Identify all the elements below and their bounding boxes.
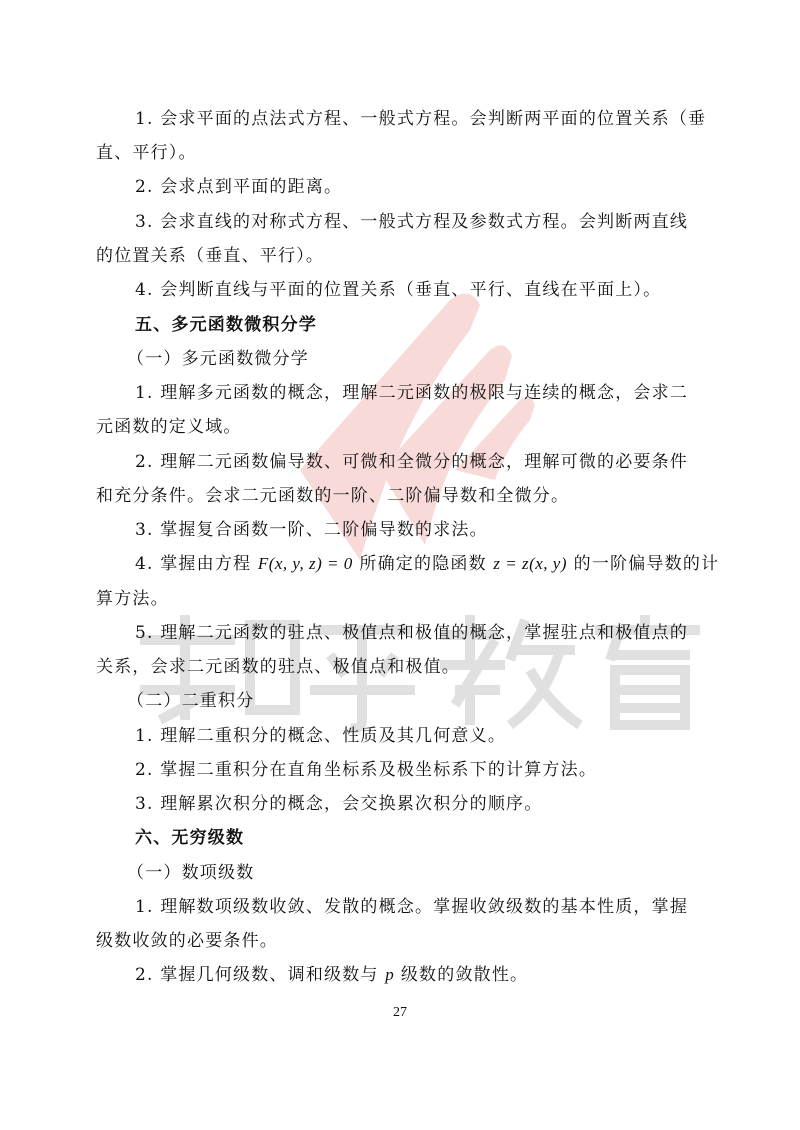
text-line: 2. 理解二元函数偏导数、可微和全微分的概念，理解可微的必要条件 bbox=[135, 452, 689, 472]
text-line: 1. 理解二重积分的概念、性质及其几何意义。 bbox=[135, 726, 507, 746]
text-segment: 所确定的隐函数 bbox=[352, 554, 494, 574]
text-line: 关系，会求二元函数的驻点、极值点和极值。 bbox=[96, 657, 460, 677]
text-line: 4. 会判断直线与平面的位置关系（垂直、平行、直线在平面上）。 bbox=[135, 280, 662, 300]
text-line: 3. 理解累次积分的概念，会交换累次积分的顺序。 bbox=[135, 794, 543, 814]
text-segment: 的一阶偏导数的计 bbox=[567, 554, 720, 574]
text-line: 1. 理解数项级数收敛、发散的概念。掌握收敛级数的基本性质，掌握 bbox=[135, 897, 689, 917]
section-heading: 六、无穷级数 bbox=[135, 828, 245, 848]
text-line: 算方法。 bbox=[96, 589, 169, 609]
text-segment: 4. 掌握由方程 bbox=[135, 554, 258, 574]
text-line-with-math bbox=[135, 964, 528, 986]
text-line: 2. 掌握二重积分在直角坐标系及极坐标系下的计算方法。 bbox=[135, 760, 598, 780]
section-heading: 五、多元函数微积分学 bbox=[135, 315, 317, 335]
math-expression: F(x, y, z) = 0 bbox=[257, 554, 353, 573]
text-segment: 级数的敛散性。 bbox=[394, 965, 529, 985]
page-number: 27 bbox=[393, 1005, 407, 1020]
subsection-heading: （二）二重积分 bbox=[127, 691, 255, 711]
text-line-with-math bbox=[135, 553, 719, 575]
text-segment: 2. 掌握几何级数、调和级数与 bbox=[135, 965, 386, 985]
subsection-heading: （一）多元函数微分学 bbox=[127, 349, 309, 369]
text-line: 元函数的定义域。 bbox=[96, 417, 242, 437]
subsection-heading: （一）数项级数 bbox=[127, 863, 255, 883]
text-line: 1. 会求平面的点法式方程、一般式方程。会判断两平面的位置关系（垂 bbox=[135, 109, 707, 129]
text-line: 直、平行）。 bbox=[96, 143, 197, 163]
text-line: 级数收敛的必要条件。 bbox=[96, 931, 278, 951]
text-line: 和充分条件。会求二元函数的一阶、二阶偏导数和全微分。 bbox=[96, 486, 570, 506]
text-line: 2. 会求点到平面的距离。 bbox=[135, 177, 343, 197]
math-expression: p bbox=[385, 965, 395, 984]
math-expression: z = z(x, y) bbox=[493, 554, 568, 573]
text-line: 3. 掌握复合函数一阶、二阶偏导数的求法。 bbox=[135, 520, 488, 540]
text-line: 1. 理解多元函数的概念，理解二元函数的极限与连续的概念，会求二 bbox=[135, 383, 689, 403]
text-line: 的位置关系（垂直、平行）。 bbox=[96, 246, 325, 266]
text-line: 3. 会求直线的对称式方程、一般式方程及参数式方程。会判断两直线 bbox=[135, 212, 689, 232]
text-line: 5. 理解二元函数的驻点、极值点和极值的概念，掌握驻点和极值点的 bbox=[135, 623, 689, 643]
